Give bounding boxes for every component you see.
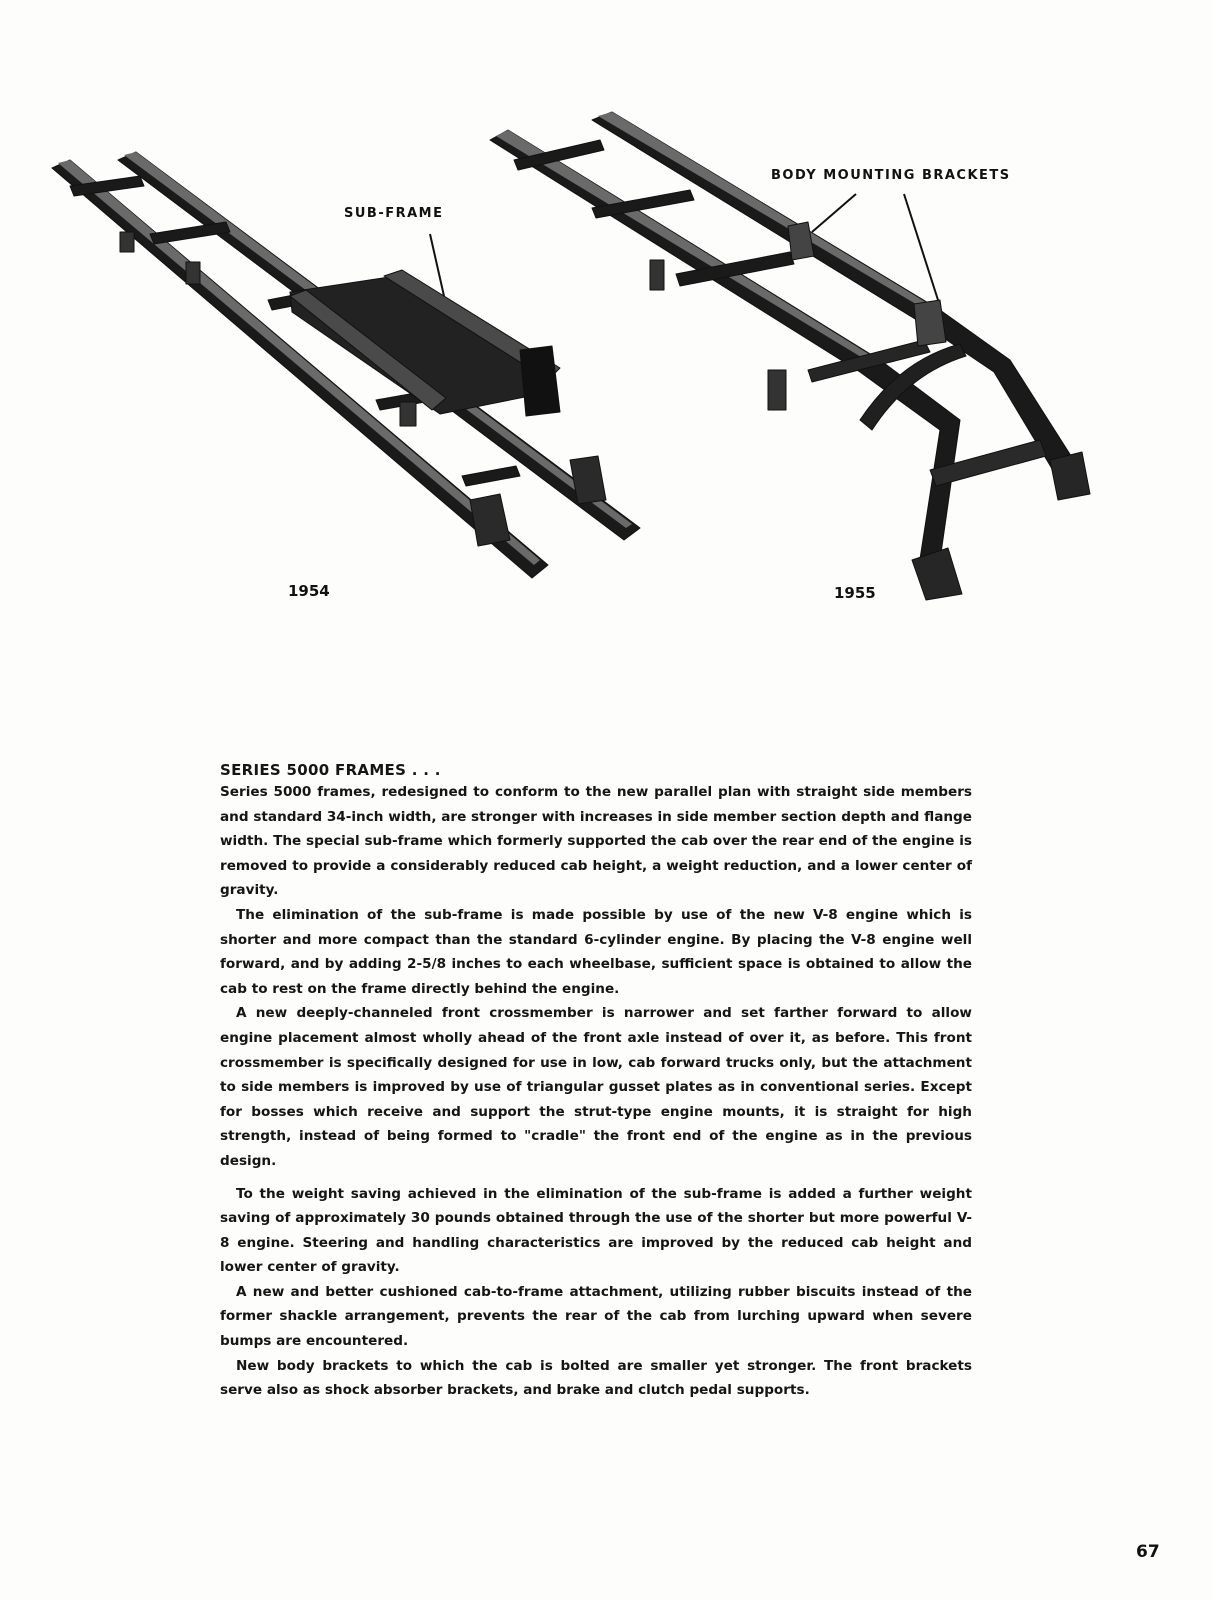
page-number: 67 (1136, 1542, 1160, 1562)
bracket-arrow-right (904, 194, 938, 300)
body-mounting-brackets-callout: BODY MOUNTING BRACKETS (771, 168, 1011, 183)
sub-frame-callout: SUB-FRAME (344, 206, 444, 221)
paragraph-6: New body brackets to which the cab is bolted are smaller yet stronger. The front brackets serve also as shock absorber brackets, and brake and clutch pedal supports. (220, 1357, 972, 1399)
bracket-arrow-left (812, 194, 856, 232)
frame-1955-illustration (490, 112, 1090, 600)
paragraph-3: A new deeply-channeled front crossmember is narrower and set farther forward to allow engine placement almost wholly ahead of the front axle instead of over it, as before. This front crossmember is specifically designed for use in low, cab forward trucks only, but the attachment to side members is improved by use of triangular gusset plates as in conventional series. Except for bosses which receive and support the strut-type engine mounts, it is straight for high strength, instead of being formed to "cradle" the front end of the engine as in the previous design. (220, 1005, 972, 1169)
paragraph-4: To the weight saving achieved in the elimination of the sub-frame is added a further weight saving of approximately 30 pounds obtained through the use of the shorter but more powerful V-8 engine. Steering and handling characteristics are improved by the reduced cab height and lower center of gravity. (220, 1185, 972, 1276)
frame-illustrations (0, 0, 1212, 640)
paragraph-2: The elimination of the sub-frame is made possible by use of the new V-8 engine which is shorter and more compact than the standard 6-cylinder engine. By placing the V-8 engine well forward, and by adding 2-5/8 inches to each wheelbase, sufficient space is obtained to allow the cab to rest on the frame directly behind the engine. (220, 906, 972, 997)
article-body (220, 760, 972, 1403)
sub-frame-arrow (430, 234, 444, 296)
paragraph-5: A new and better cushioned cab-to-frame attachment, utilizing rubber biscuits instead of the former shackle arrangement, prevents the rear of the cab from lurching upward when severe bumps are encountered. (220, 1283, 972, 1350)
caption-year-1955: 1955 (834, 584, 876, 602)
frame-photographs (0, 0, 1212, 640)
section-heading: SERIES 5000 FRAMES . . . (220, 761, 441, 779)
caption-year-1954: 1954 (288, 582, 330, 600)
paragraph-1: Series 5000 frames, redesigned to conform to the new parallel plan with straight side members and standard 34-inch width, are stronger with increases in side member section depth and flange width. The special sub-frame which formerly supported the cab over the rear end of the engine is removed to provide a considerably reduced cab height, a weight reduction, and a lower center of gravity. (220, 784, 972, 899)
